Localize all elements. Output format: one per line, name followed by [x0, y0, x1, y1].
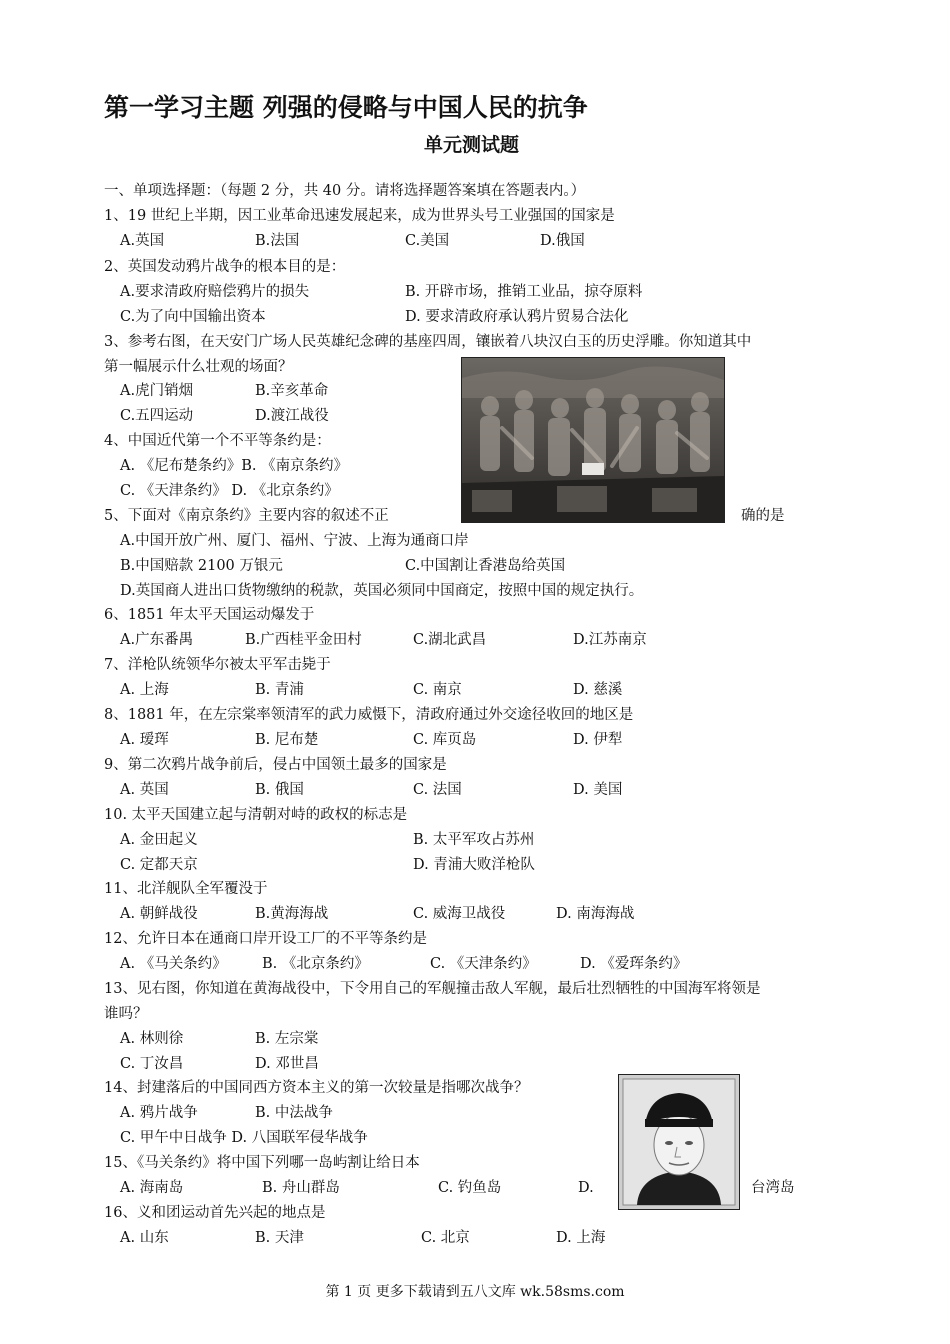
q15-stem: 15、《马关条约》将中国下列哪一岛屿割让给日本 [104, 1155, 420, 1171]
q4-options-ab: A. 《尼布楚条约》B. 《南京条约》 [120, 458, 349, 474]
q12-option-a: A. 《马关条约》 [120, 956, 227, 972]
portrait-drawing [619, 1075, 739, 1209]
page-footer: 第 1 页 更多下载请到五八文库 wk.58sms.com [325, 1284, 625, 1300]
q5-option-a: A.中国开放广州、厦门、福州、宁波、上海为通商口岸 [120, 533, 469, 549]
q1-option-c: C.美国 [405, 233, 450, 249]
q11-stem: 11、北洋舰队全军覆没于 [104, 881, 268, 897]
q5-stem-right: 确的是 [741, 508, 785, 524]
q14-option-b: B. 中法战争 [255, 1105, 333, 1121]
q11-option-c: C. 威海卫战役 [413, 906, 506, 922]
q14-option-a: A. 鸦片战争 [120, 1105, 198, 1121]
q13-option-c: C. 丁汝昌 [120, 1056, 184, 1072]
q7-option-c: C. 南京 [413, 682, 462, 698]
q2-option-c: C.为了向中国输出资本 [120, 309, 266, 325]
q16-stem: 16、义和团运动首先兴起的地点是 [104, 1205, 326, 1221]
q10-stem: 10. 太平天国建立起与清朝对峙的政权的标志是 [104, 807, 408, 823]
q13-option-a: A. 林则徐 [120, 1031, 184, 1047]
q8-option-c: C. 库页岛 [413, 732, 477, 748]
q15-option-c: C. 钓鱼岛 [438, 1180, 502, 1196]
q2-option-a: A.要求清政府赔偿鸦片的损失 [120, 284, 310, 300]
q8-stem: 8、1881 年，在左宗棠率领清军的武力威慑下，清政府通过外交途径收回的地区是 [104, 707, 634, 723]
q1-option-d: D.俄国 [540, 233, 585, 249]
page-subtitle: 单元测试题 [424, 134, 520, 156]
relief-sculpture-image [461, 357, 725, 523]
q7-option-b: B. 青浦 [255, 682, 304, 698]
q15-option-d-label: D. [578, 1180, 594, 1196]
q9-option-a: A. 英国 [120, 782, 169, 798]
q4-options-cd: C. 《天津条约》 D. 《北京条约》 [120, 483, 339, 499]
q16-option-d: D. 上海 [556, 1230, 606, 1246]
q2-stem: 2、英国发动鸦片战争的根本目的是： [104, 259, 346, 275]
q3-stem-line2: 第一幅展示什么壮观的场面？ [104, 359, 293, 375]
q7-stem: 7、洋枪队统领华尔被太平军击毙于 [104, 657, 331, 673]
q16-option-b: B. 天津 [255, 1230, 304, 1246]
q8-option-d: D. 伊犁 [573, 732, 623, 748]
q7-option-d: D. 慈溪 [573, 682, 623, 698]
q10-option-a: A. 金田起义 [120, 832, 198, 848]
q1-stem: 1、19 世纪上半期，因工业革命迅速发展起来，成为世界头号工业强国的国家是 [104, 208, 615, 224]
q5-stem-left: 5、下面对《南京条约》主要内容的叙述不正 [104, 508, 389, 524]
q3-option-b: B.辛亥革命 [255, 383, 329, 399]
q3-option-d: D.渡江战役 [255, 408, 329, 424]
q14-options-cd: C. 甲午中日战争 D. 八国联军侵华战争 [120, 1130, 368, 1146]
q13-stem-line1: 13、见右图，你知道在黄海战役中，下令用自己的军舰撞击敌人军舰，最后壮烈牺牲的中国海军将领是 [104, 981, 761, 997]
q15-option-a: A. 海南岛 [120, 1180, 184, 1196]
q7-option-a: A. 上海 [120, 682, 169, 698]
q11-option-d: D. 南海海战 [556, 906, 635, 922]
q12-option-b: B. 《北京条约》 [262, 956, 369, 972]
q6-option-b: B.广西桂平金田村 [245, 632, 362, 648]
q10-option-b: B. 太平军攻占苏州 [413, 832, 535, 848]
q8-option-b: B. 尼布楚 [255, 732, 319, 748]
q16-option-a: A. 山东 [120, 1230, 169, 1246]
q9-option-c: C. 法国 [413, 782, 462, 798]
q1-option-b: B.法国 [255, 233, 300, 249]
q12-stem: 12、允许日本在通商口岸开设工厂的不平等条约是 [104, 931, 427, 947]
q5-option-d: D.英国商人进出口货物缴纳的税款，英国必须同中国商定，按照中国的规定执行。 [120, 583, 644, 599]
q16-option-c: C. 北京 [421, 1230, 470, 1246]
q3-stem-line1: 3、参考右图，在天安门广场人民英雄纪念碑的基座四周，镶嵌着八块汉白玉的历史浮雕。你知道其中 [104, 334, 752, 350]
q11-option-a: A. 朝鲜战役 [120, 906, 198, 922]
q15-option-b: B. 舟山群岛 [262, 1180, 340, 1196]
q13-option-d: D. 邓世昌 [255, 1056, 319, 1072]
q12-option-d: D. 《爱珲条约》 [580, 956, 688, 972]
q6-option-a: A.广东番禺 [120, 632, 194, 648]
q6-stem: 6、1851 年太平天国运动爆发于 [104, 607, 315, 623]
page-title: 第一学习主题 列强的侵略与中国人民的抗争 [104, 93, 588, 122]
relief-sculpture-drawing [462, 358, 724, 522]
q15-option-d-text: 台湾岛 [751, 1180, 795, 1196]
q10-option-c: C. 定都天京 [120, 857, 198, 873]
q3-option-a: A.虎门销烟 [120, 383, 194, 399]
q8-option-a: A. 瑷珲 [120, 732, 169, 748]
q2-option-b: B. 开辟市场，推销工业品，掠夺原料 [405, 284, 643, 300]
q3-option-c: C.五四运动 [120, 408, 194, 424]
portrait-photo-image [618, 1074, 740, 1210]
q9-option-b: B. 俄国 [255, 782, 304, 798]
q2-option-d: D. 要求清政府承认鸦片贸易合法化 [405, 309, 629, 325]
q6-option-d: D.江苏南京 [573, 632, 647, 648]
q13-option-b: B. 左宗棠 [255, 1031, 319, 1047]
q12-option-c: C. 《天津条约》 [430, 956, 537, 972]
q14-stem: 14、封建落后的中国同西方资本主义的第一次较量是指哪次战争？ [104, 1080, 529, 1096]
q4-stem: 4、中国近代第一个不平等条约是： [104, 433, 331, 449]
q13-stem-line2: 谁吗？ [104, 1006, 148, 1022]
q1-option-a: A.英国 [120, 233, 165, 249]
q6-option-c: C.湖北武昌 [413, 632, 487, 648]
q11-option-b: B.黄海海战 [255, 906, 329, 922]
q9-option-d: D. 美国 [573, 782, 623, 798]
q10-option-d: D. 青浦大败洋枪队 [413, 857, 535, 873]
q5-option-b: B.中国赔款 2100 万银元 [120, 558, 283, 574]
q5-option-c: C.中国割让香港岛给英国 [405, 558, 566, 574]
section-heading: 一、单项选择题：（每题 2 分，共 40 分。请将选择题答案填在答题表内。） [104, 183, 586, 199]
q9-stem: 9、第二次鸦片战争前后，侵占中国领土最多的国家是 [104, 757, 447, 773]
